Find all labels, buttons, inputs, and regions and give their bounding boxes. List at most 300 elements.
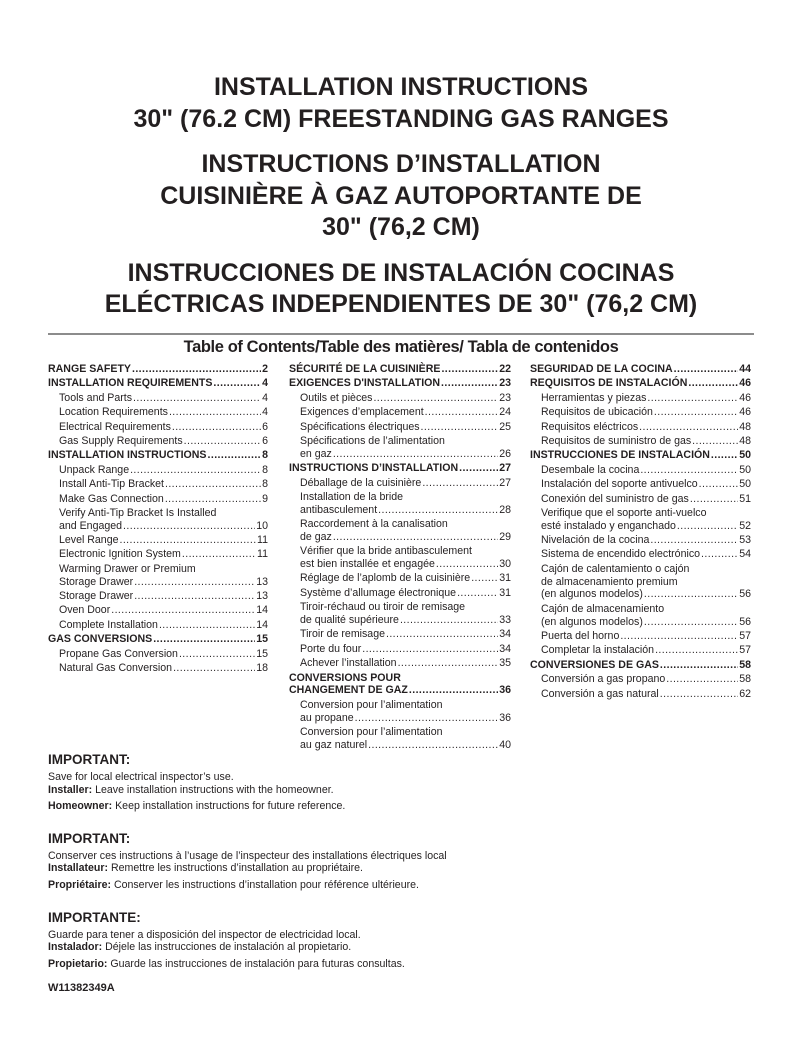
toc-entry-text: Porte du four (300, 642, 362, 655)
toc-page-number: 6 (262, 434, 268, 447)
toc-entry (289, 406, 511, 419)
dot-leader (362, 643, 498, 656)
toc-page-number: 57 (739, 644, 751, 657)
toc-entry-text: Conversion pour l’alimentation (300, 726, 443, 738)
note-label: Propriétaire: (48, 878, 111, 891)
toc-entry (48, 363, 268, 376)
toc-page-number: 50 (739, 449, 751, 462)
toc-entry (289, 377, 511, 390)
toc-entry-text: Location Requirements (59, 406, 168, 419)
toc-entry (530, 406, 751, 419)
toc-page-number: 11 (257, 534, 268, 547)
dot-leader (644, 616, 738, 629)
toc-entry-text: Natural Gas Conversion (59, 662, 173, 675)
toc-entry (48, 392, 268, 405)
dot-leader (441, 363, 498, 376)
dot-leader (386, 628, 498, 641)
toc-entry (48, 548, 268, 561)
toc-page-number: 4 (262, 406, 268, 419)
toc-entry-text: en gaz (300, 447, 332, 460)
dot-leader (213, 377, 261, 390)
toc-entry (48, 619, 268, 632)
toc-entry (530, 507, 751, 533)
toc-page-number: 57 (739, 630, 751, 643)
dot-leader (133, 392, 261, 405)
toc-entry-text: au gaz naturel (300, 738, 368, 751)
toc-entry (289, 587, 511, 600)
toc-column-english (48, 363, 268, 676)
toc-page-number: 33 (499, 614, 511, 627)
toc-entry (289, 421, 511, 434)
toc-page-number: 11 (257, 548, 268, 561)
toc-entry-text: esté instalado y enganchado (541, 519, 676, 532)
dot-leader (457, 587, 498, 600)
toc-entry (289, 545, 511, 571)
toc-entry-text: Achever l’installation (300, 657, 397, 670)
toc-entry (48, 534, 268, 547)
toc-entry (289, 657, 511, 670)
toc-entry (289, 462, 511, 475)
dot-leader (132, 363, 261, 376)
important-note (48, 910, 754, 971)
dot-leader (373, 392, 498, 405)
dot-leader (620, 630, 738, 643)
toc-entry-text: EXIGENCES D'INSTALLATION (289, 377, 441, 390)
toc-entry (48, 421, 268, 434)
toc-entry-text: Système d’allumage électronique (300, 586, 457, 599)
note-label: Instalador: (48, 941, 103, 954)
dot-leader (179, 648, 255, 661)
note-label: Propietario: (48, 957, 108, 970)
toc-entry-text: est bien installée et engagée (300, 558, 435, 571)
dot-leader (688, 377, 738, 390)
toc-entry (289, 572, 511, 585)
toc-entry-text: Installation de la bride (300, 490, 404, 503)
toc-page-number: 14 (256, 618, 268, 631)
toc-entry (530, 377, 751, 390)
toc-page-number: 53 (739, 534, 751, 547)
dot-leader (208, 449, 262, 462)
toc-entry (48, 662, 268, 675)
dot-leader (441, 377, 498, 390)
toc-entry-text: Conexión del suministro de gas (541, 492, 689, 505)
toc-entry (289, 601, 511, 627)
toc-entry-text: antibasculement (300, 503, 378, 516)
toc-entry-text: Déballage de la cuisinière (300, 476, 422, 489)
toc-entry-text: Make Gas Connection (59, 492, 164, 505)
note-heading: IMPORTANT: (48, 752, 131, 767)
toc-page-number: 48 (739, 434, 751, 447)
toc-page-number: 56 (739, 615, 751, 628)
toc-entry-text: Cajón de calentamiento o cajón (541, 562, 690, 575)
toc-page-number: 18 (256, 662, 268, 675)
toc-entry (530, 563, 751, 601)
toc-page-number: 46 (739, 391, 751, 404)
french-title (0, 149, 802, 244)
toc-entry-text: SÉCURITÉ DE LA CUISINIÈRE (289, 363, 441, 375)
toc-entry-text: Electrical Requirements (59, 420, 171, 433)
dot-leader (173, 662, 255, 675)
toc-page-number: 26 (499, 447, 511, 460)
dot-leader (660, 688, 738, 701)
toc-entry (530, 435, 751, 448)
toc-entry (530, 421, 751, 434)
toc-entry-text: de qualité supérieure (300, 614, 399, 627)
title-line: CUISINIÈRE À GAZ AUTOPORTANTE DE (160, 181, 642, 210)
dot-leader (655, 644, 738, 657)
toc-entry-text: Unpack Range (59, 463, 130, 476)
toc-entry-text: (en algunos modelos) (541, 588, 643, 601)
toc-entry (48, 449, 268, 462)
toc-entry (48, 648, 268, 661)
toc-page-number: 25 (499, 420, 511, 433)
important-note (48, 831, 754, 892)
toc-page-number: 56 (739, 588, 751, 601)
toc-page-number: 34 (499, 642, 511, 655)
title-line: 30" (76,2 CM) (322, 213, 480, 241)
toc-entry (289, 672, 511, 698)
toc-entry (48, 563, 268, 589)
toc-page-number: 34 (499, 628, 511, 641)
toc-entry (530, 534, 751, 547)
toc-page-number: 23 (499, 391, 511, 404)
dot-leader (153, 633, 255, 646)
dot-leader (165, 493, 261, 506)
note-line (48, 800, 754, 813)
toc-entry-text: Verifique que el soporte anti-vuelco (541, 506, 707, 519)
toc-page-number: 30 (499, 558, 511, 571)
toc-entry (530, 449, 751, 462)
toc-entry (289, 726, 511, 752)
toc-page-number: 13 (256, 575, 268, 588)
toc-page-number: 27 (499, 462, 511, 475)
note-line (48, 862, 754, 875)
toc-page-number: 50 (739, 478, 751, 491)
note-line (48, 958, 754, 971)
dot-leader (333, 531, 498, 544)
toc-page-number: 15 (256, 647, 268, 660)
toc-entry-text: Sistema de encendido electrónico (541, 548, 701, 561)
title-line: ELÉCTRICAS INDEPENDIENTES DE 30" (76,2 CM) (104, 290, 698, 318)
toc-entry-text: Exigences d’emplacement (300, 406, 424, 419)
toc-entry-text: Tiroir-réchaud ou tiroir de remisage (300, 601, 466, 614)
dot-leader (134, 576, 255, 589)
toc-page-number: 40 (499, 738, 511, 751)
toc-entry-text: au propane (300, 711, 354, 724)
dot-leader (422, 477, 498, 490)
toc-page-number: 27 (499, 476, 511, 489)
toc-entry (289, 699, 511, 725)
toc-entry-text: Outils et pièces (300, 391, 373, 404)
note-label: Homeowner: (48, 800, 113, 813)
dot-leader (677, 520, 738, 533)
toc-page-number: 48 (739, 420, 751, 433)
note-line (48, 941, 754, 954)
toc-page-number: 54 (739, 548, 751, 561)
toc-entry-text: (en algunos modelos) (541, 615, 643, 628)
toc-entry-text: Instalación del soporte antivuelco (541, 478, 698, 491)
toc-entry-text: Electronic Ignition System (59, 548, 181, 561)
document-number: W11382349A (48, 982, 115, 995)
toc-page-number: 28 (499, 503, 511, 516)
toc-entry (48, 493, 268, 506)
note-text: Keep installation instructions for future reference. (112, 800, 346, 813)
dot-leader (654, 406, 738, 419)
note-label: Installateur: (48, 862, 109, 875)
toc-entry-text: INSTRUCCIONES DE INSTALACIÓN (530, 449, 710, 462)
toc-entry-text: de gaz (300, 530, 332, 543)
toc-entry-text: Réglage de l’aplomb de la cuisinière (300, 572, 471, 585)
note-line (48, 850, 754, 863)
toc-page-number: 22 (499, 363, 511, 375)
toc-page-number: 13 (256, 590, 268, 603)
toc-entry (48, 406, 268, 419)
toc-entry-text: CONVERSIONES DE GAS (530, 658, 659, 671)
toc-page-number: 58 (739, 658, 751, 671)
toc-entry-text: CHANGEMENT DE GAZ (289, 684, 408, 697)
toc-entry (530, 603, 751, 629)
dot-leader (660, 659, 738, 672)
toc-entry-text: Tiroir de remisage (300, 628, 385, 641)
toc-entry (530, 688, 751, 701)
dot-leader (459, 462, 498, 475)
toc-entry (530, 392, 751, 405)
dot-leader (333, 448, 498, 461)
note-heading: IMPORTANT: (48, 830, 131, 846)
dot-leader (692, 435, 738, 448)
dot-leader (647, 392, 738, 405)
toc-entry-text: Requisitos de ubicación (541, 406, 653, 419)
toc-page-number: 8 (262, 449, 268, 462)
note-line (48, 929, 754, 942)
toc-entry (530, 548, 751, 561)
toc-page-number: 36 (499, 711, 511, 724)
dot-leader (398, 657, 499, 670)
toc-entry-text: and Engaged (59, 519, 123, 532)
toc-entry (530, 493, 751, 506)
dot-leader (690, 493, 738, 506)
dot-leader (130, 464, 261, 477)
toc-page-number: 4 (262, 391, 268, 404)
toc-entry-text: INSTALLATION INSTRUCTIONS (48, 449, 207, 462)
dot-leader (368, 739, 498, 752)
toc-entry-text: Storage Drawer (59, 575, 134, 588)
toc-page-number: 4 (262, 377, 268, 390)
title-line: INSTRUCCIONES DE INSTALACIÓN COCINAS (127, 258, 675, 287)
toc-page-number: 14 (256, 604, 268, 617)
toc-entry-text: Propane Gas Conversion (59, 647, 178, 660)
note-text: Conserver les instructions d’installation pour référence ultérieure. (111, 878, 419, 891)
toc-page-number: 9 (262, 492, 268, 505)
dot-leader (699, 478, 739, 491)
dot-leader (182, 548, 256, 561)
toc-entry (289, 477, 511, 490)
dot-leader (400, 614, 498, 627)
dot-leader (355, 712, 499, 725)
toc-entry-text: RANGE SAFETY (48, 363, 131, 375)
toc-entry-text: Vérifier que la bride antibasculement (300, 545, 472, 558)
toc-page-number: 46 (739, 406, 751, 419)
toc-entry (48, 478, 268, 491)
toc-entry-text: Complete Installation (59, 618, 158, 631)
dot-leader (711, 449, 738, 462)
note-line (48, 784, 754, 797)
toc-page-number: 29 (499, 530, 511, 543)
dot-leader (421, 421, 499, 434)
toc-page-number: 31 (499, 586, 511, 599)
toc-entry-text: Spécifications de l’alimentation (300, 434, 445, 447)
note-heading: IMPORTANTE: (48, 909, 141, 925)
toc-entry-text: Warming Drawer or Premium (59, 562, 196, 575)
toc-entry-text: Gas Supply Requirements (59, 434, 183, 447)
dot-leader (120, 534, 257, 547)
note-text: Conserver ces instructions à l’usage de l’inspecteur des installations électriques local (48, 849, 447, 862)
toc-entry-text: Desembale la cocina (541, 463, 640, 476)
toc-entry (530, 673, 751, 686)
toc-entry-text: Completar la instalación (541, 644, 655, 657)
toc-entry-text: Tools and Parts (59, 391, 133, 404)
dot-leader (172, 421, 261, 434)
toc-entry-text: GAS CONVERSIONS (48, 633, 153, 646)
divider (48, 333, 754, 335)
dot-leader (123, 520, 255, 533)
toc-page-number: 24 (499, 406, 511, 419)
spanish-title (0, 258, 802, 321)
toc-column-french (289, 363, 511, 753)
toc-entry-text: INSTALLATION REQUIREMENTS (48, 377, 213, 390)
toc-entry (530, 659, 751, 672)
toc-entry-text: Herramientas y piezas (541, 391, 647, 404)
toc-entry (48, 435, 268, 448)
toc-entry (530, 464, 751, 477)
note-text: Save for local electrical inspector’s use. (48, 771, 234, 783)
toc-entry-text: REQUISITOS DE INSTALACIÓN (530, 377, 688, 390)
title-line: INSTALLATION INSTRUCTIONS (213, 73, 589, 101)
toc-entry (48, 464, 268, 477)
dot-leader (159, 619, 255, 632)
toc-entry-text: Install Anti-Tip Bracket (59, 478, 164, 491)
toc-entry (48, 507, 268, 533)
toc-entry (530, 363, 751, 376)
toc-page-number: 8 (262, 478, 268, 491)
toc-entry-text: Puerta del horno (541, 630, 620, 643)
toc-entry-text: SEGURIDAD DE LA COCINA (530, 363, 673, 375)
toc-page-number: 23 (499, 377, 511, 390)
dot-leader (111, 604, 255, 617)
dot-leader (644, 588, 738, 601)
toc-entry (289, 518, 511, 544)
toc-entry-text: Level Range (59, 534, 119, 547)
title-section (0, 72, 802, 321)
important-notes (48, 752, 754, 995)
toc-entry (48, 590, 268, 603)
toc-page-number: 46 (739, 377, 751, 390)
toc-entry (530, 630, 751, 643)
toc-heading: Table of Contents/Table des matières/ Tabla de contenidos (183, 338, 619, 356)
dot-leader (471, 572, 498, 585)
dot-leader (666, 673, 738, 686)
toc-page-number: 51 (739, 492, 751, 505)
note-text: Remettre les instructions d’installation au propriétaire. (108, 862, 364, 875)
toc-page-number: 31 (499, 572, 511, 585)
dot-leader (165, 478, 261, 491)
dot-leader (674, 363, 739, 376)
toc-entry-text: INSTRUCTIONS D’INSTALLATION (289, 462, 459, 475)
toc-entry-text: Requisitos de suministro de gas (541, 434, 692, 447)
dot-leader (134, 590, 255, 603)
toc-page-number: 50 (739, 463, 751, 476)
toc-entry-text: Requisitos eléctricos (541, 420, 639, 433)
toc-entry (530, 644, 751, 657)
toc-entry (289, 392, 511, 405)
toc-page-number: 8 (262, 463, 268, 476)
note-text: Guarde para tener a disposición del inspector de electricidad local. (48, 928, 361, 941)
toc-entry (289, 628, 511, 641)
toc-entry (48, 377, 268, 390)
toc-entry-text: Conversión a gas natural (541, 687, 659, 700)
toc-page-number: 35 (499, 657, 511, 670)
english-title (0, 72, 802, 135)
note-text: Guarde las instrucciones de instalación para futuras consultas. (107, 957, 405, 970)
toc-entry-text: Oven Door (59, 604, 111, 617)
dot-leader (701, 548, 738, 561)
toc-entry-text: Storage Drawer (59, 590, 134, 603)
toc-entry (289, 435, 511, 461)
toc-page-number: 58 (739, 673, 751, 686)
toc-entry-text: Raccordement à la canalisation (300, 518, 448, 531)
toc-page-number: 36 (499, 684, 511, 697)
toc-entry-text: Verify Anti-Tip Bracket Is Installed (59, 506, 217, 519)
dot-leader (436, 558, 498, 571)
toc-entry-text: Spécifications électriques (300, 420, 420, 433)
note-label: Installer: (48, 783, 93, 796)
toc-entry-text: de almacenamiento premium (541, 575, 678, 588)
toc-entry (48, 633, 268, 646)
dot-leader (650, 534, 738, 547)
dot-leader (640, 464, 738, 477)
note-text: Déjele las instrucciones de instalación al propietario. (102, 941, 352, 954)
toc-page-number: 2 (262, 363, 268, 375)
title-line: 30" (76.2 CM) FREESTANDING GAS RANGES (133, 104, 669, 133)
toc-entry (530, 478, 751, 491)
toc-page-number: 6 (262, 420, 268, 433)
dot-leader (184, 435, 261, 448)
toc-entry-text: Nivelación de la cocina (541, 534, 650, 547)
note-line (48, 771, 754, 784)
title-line: INSTRUCTIONS D’INSTALLATION (201, 150, 601, 178)
toc-page-number: 44 (739, 363, 751, 375)
toc-column-spanish (530, 363, 751, 702)
toc-entry-text: Conversion pour l’alimentation (300, 698, 443, 711)
dot-leader (409, 684, 498, 697)
toc-entry (289, 363, 511, 376)
toc-page-number: 15 (256, 633, 268, 646)
toc-page-number: 52 (739, 519, 751, 532)
note-text: Leave installation instructions with the homeowner. (92, 783, 334, 796)
toc-entry (48, 604, 268, 617)
toc-page-number: 10 (256, 519, 268, 532)
toc-entry-text: Conversión a gas propano (541, 673, 666, 686)
toc-page-number: 62 (739, 687, 751, 700)
dot-leader (425, 406, 499, 419)
toc-entry (289, 491, 511, 517)
toc-entry-text: CONVERSIONS POUR (289, 671, 401, 684)
dot-leader (169, 406, 261, 419)
dot-leader (378, 504, 498, 517)
dot-leader (639, 421, 738, 434)
toc-entry-text: Cajón de almacenamiento (541, 602, 665, 615)
note-line (48, 879, 754, 892)
